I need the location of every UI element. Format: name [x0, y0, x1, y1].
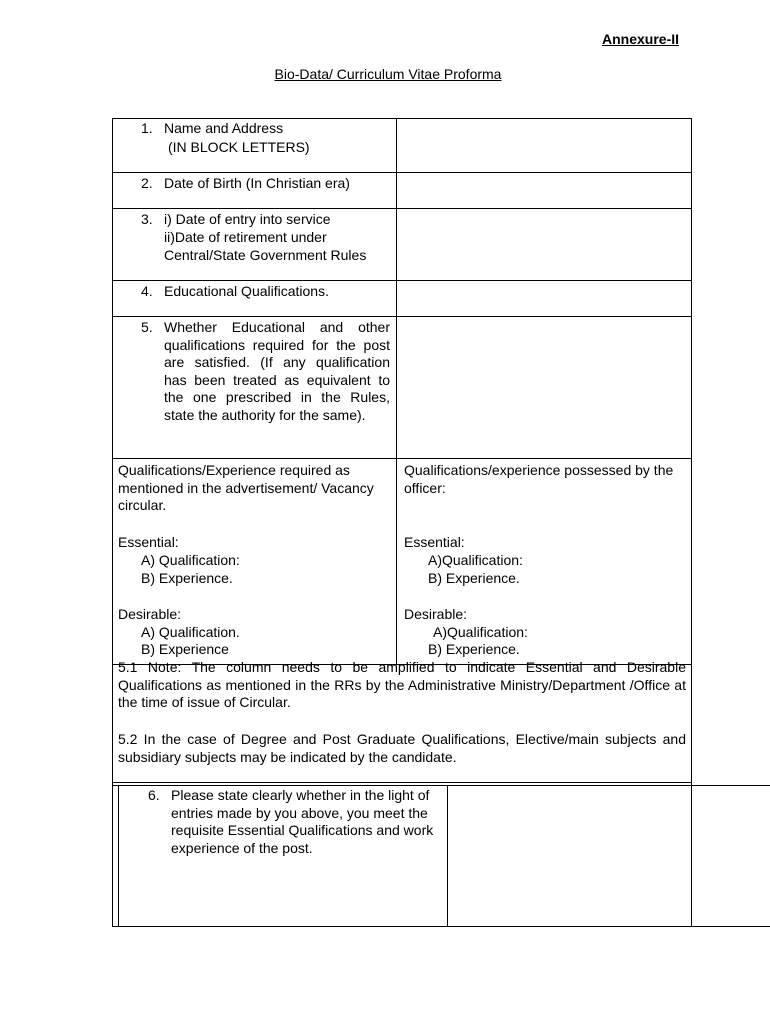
note-5-1: 5.1 Note: The column needs to be amplified to indicate Essential and Desirable Qualifications as mentioned in the RRs by the Administrative Ministry/Department /Office at the time of issue of Circular. [118, 659, 686, 711]
row-divider [112, 458, 692, 459]
row-number: 6. [148, 787, 160, 803]
possessed-heading: Qualifications/experience possessed by the officer: [404, 462, 674, 496]
desirable-label: Desirable: [118, 606, 182, 622]
essential-qualification: A)Qualification: [428, 552, 523, 568]
row-label: Educational Qualifications. [164, 283, 329, 299]
essential-experience: B) Experience. [141, 570, 233, 586]
row-label: Whether Educational and other qualifications required for the post are satisfied. (If any qualification has been treated as equivalent to the one prescribed in the Rules, state the authority for the same). [164, 319, 390, 423]
desirable-experience: B) Experience. [428, 641, 520, 657]
desirable-label: Desirable: [404, 606, 468, 622]
row-label: (IN BLOCK LETTERS) [168, 139, 310, 155]
desirable-experience: B) Experience [141, 641, 229, 657]
essential-qualification: A) Qualification: [141, 552, 240, 568]
row-label: i) Date of entry into service [164, 211, 331, 227]
row-divider [112, 208, 692, 209]
table-border-left [112, 664, 113, 782]
column-divider [691, 782, 692, 927]
row-label: Please state clearly whether in the light of entries made by you above, you meet the requisite Essential Qualifications and work experience of the post. [171, 787, 434, 856]
column-divider [396, 118, 397, 664]
column-divider [447, 785, 448, 926]
row-label: Date of Birth (In Christian era) [164, 175, 350, 191]
desirable-qualification: A)Qualification: [433, 624, 528, 640]
row-divider [112, 316, 692, 317]
row-divider [112, 172, 692, 173]
table-border-left [112, 118, 113, 664]
table-border-top [112, 118, 692, 119]
row-number: 2. [141, 175, 153, 191]
row-label: ii)Date of retirement under [164, 229, 327, 245]
note-5-2: 5.2 In the case of Degree and Post Graduate Qualifications, Elective/main subjects and subsidiary subjects may be indicated by the candidate. [118, 731, 686, 765]
required-heading: Qualifications/Experience required as mentioned in the advertisement/ Vacancy circular. [118, 462, 374, 514]
row-label: Central/State Government Rules [164, 247, 367, 263]
essential-experience: B) Experience. [428, 570, 520, 586]
table-border-inner-left [118, 785, 119, 926]
row-number: 4. [141, 283, 153, 299]
row-label: Name and Address [164, 120, 284, 136]
desirable-qualification: A) Qualification. [141, 624, 240, 640]
table-border-top [112, 785, 770, 786]
essential-label: Essential: [404, 534, 465, 550]
annexure-label: Annexure-II [602, 31, 680, 47]
row-number: 5. [141, 319, 153, 335]
table-border-bottom [112, 782, 692, 783]
table-border-right [691, 118, 692, 782]
row-divider [112, 280, 692, 281]
table-border-bottom [112, 926, 770, 927]
page-title: Bio-Data/ Curriculum Vitae Proforma [274, 66, 502, 82]
required-qualifications [118, 462, 380, 515]
row-number: 1. [141, 120, 153, 136]
possessed-qualifications [404, 462, 680, 497]
table-border-left [112, 782, 113, 927]
essential-label: Essential: [118, 534, 179, 550]
row-number: 3. [141, 211, 153, 227]
